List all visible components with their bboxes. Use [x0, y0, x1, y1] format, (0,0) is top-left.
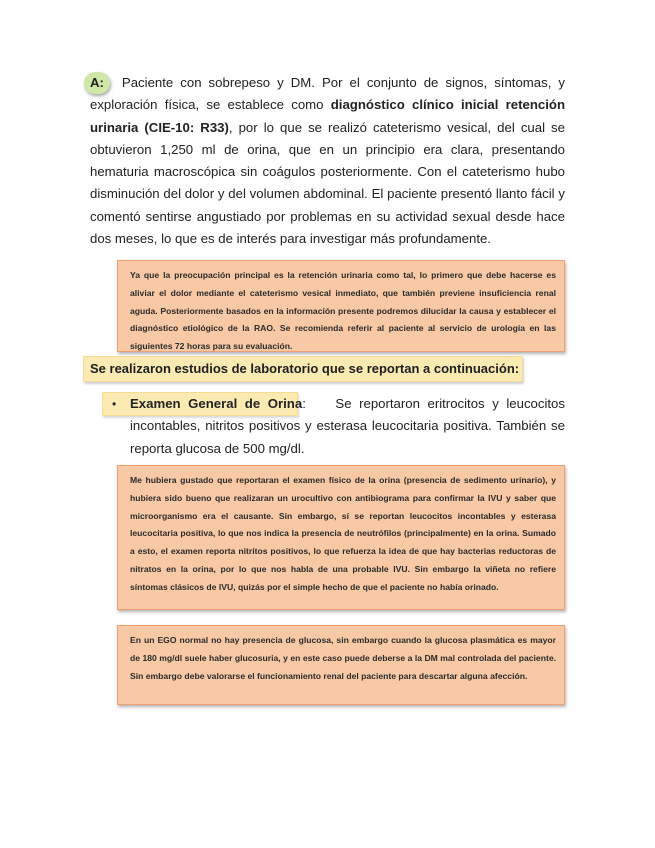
comment-box-glucose: En un EGO normal no hay presencia de glucosa, sin embargo cuando la glucosa plasmática es mayor de 180 mg/dl suele haber glucosuria, y en este caso puede deberse a la DM mal controlada del paciente. Sin embargo debe valorarse el funcionamiento renal del paciente para descartar alguna afección. [117, 625, 565, 705]
diagnosis-text: diagnóstico clínico inicial retención urinaria (CIE-10: R33) [90, 97, 565, 135]
lab-section-heading: Se realizaron estudios de laboratorio que se reportan a continuación: [83, 356, 523, 382]
comment-box-retention: Ya que la preocupación principal es la retención urinaria como tal, lo primero que debe hacerse es aliviar el dolor mediante el cateterismo vesical inmediato, que también previene insuficiencia renal aguda. Posteriormente basados en la información presente podremos dilucidar la causa y establecer el diagnóstico etiológico de la RAO. Se recomienda referir al paciente al servicio de urología en las siguientes 72 horas para su evaluación. [117, 260, 565, 352]
answer-intro: Paciente con sobrepeso y DM. Por el conjunto de signos, síntomas, y exploración física, se establece como [90, 75, 565, 113]
list-item-title: Examen General de Orina [130, 396, 303, 411]
answer-badge: A: [84, 72, 110, 94]
list-item-ego [130, 393, 565, 460]
answer-paragraph [90, 72, 565, 250]
comment-box-ego: Me hubiera gustado que reportaran el examen físico de la orina (presencia de sedimento urinario), y hubiera sido bueno que realizaran un urocultivo con antibiograma para confirmar la IVU y saber que microorganismo era el causante. Sin embargo, sí se reportan leucocitos incontables y esterasa leucocitaria positiva, lo que nos indica la presencia de neutrófilos (principalmente) en la orina. Sumado a esto, el examen reporta nitritos positivos, lo que refuerza la idea de que hay bacterias reductoras de nitratos en la orina, por lo que nos habla de una probable IVU. Sin embargo la viñeta no refiere síntomas clásicos de IVU, quizás por el simple hecho de que el paciente no había orinado. [117, 465, 565, 610]
bullet-icon: • [112, 397, 117, 411]
list-item-text: Se reportaron eritrocitos y leucocitos incontables, nitritos positivos y esterasa leucocitaria positiva. También se reporta glucosa de 500 mg/dl. [130, 396, 565, 456]
list-item-colon: : [302, 396, 306, 411]
answer-rest: , por lo que se realizó cateterismo vesical, del cual se obtuvieron 1,250 ml de orina, que en un principio era clara, presentando hematuria macroscópica sin coágulos posteriormente. Con el cateterismo hubo disminución del dolor y del volumen abdominal. El paciente presentó llanto fácil y comentó sentirse angustiado por problemas en su actividad sexual desde hace dos meses, lo que es de interés para investigar más profundamente. [90, 119, 565, 247]
